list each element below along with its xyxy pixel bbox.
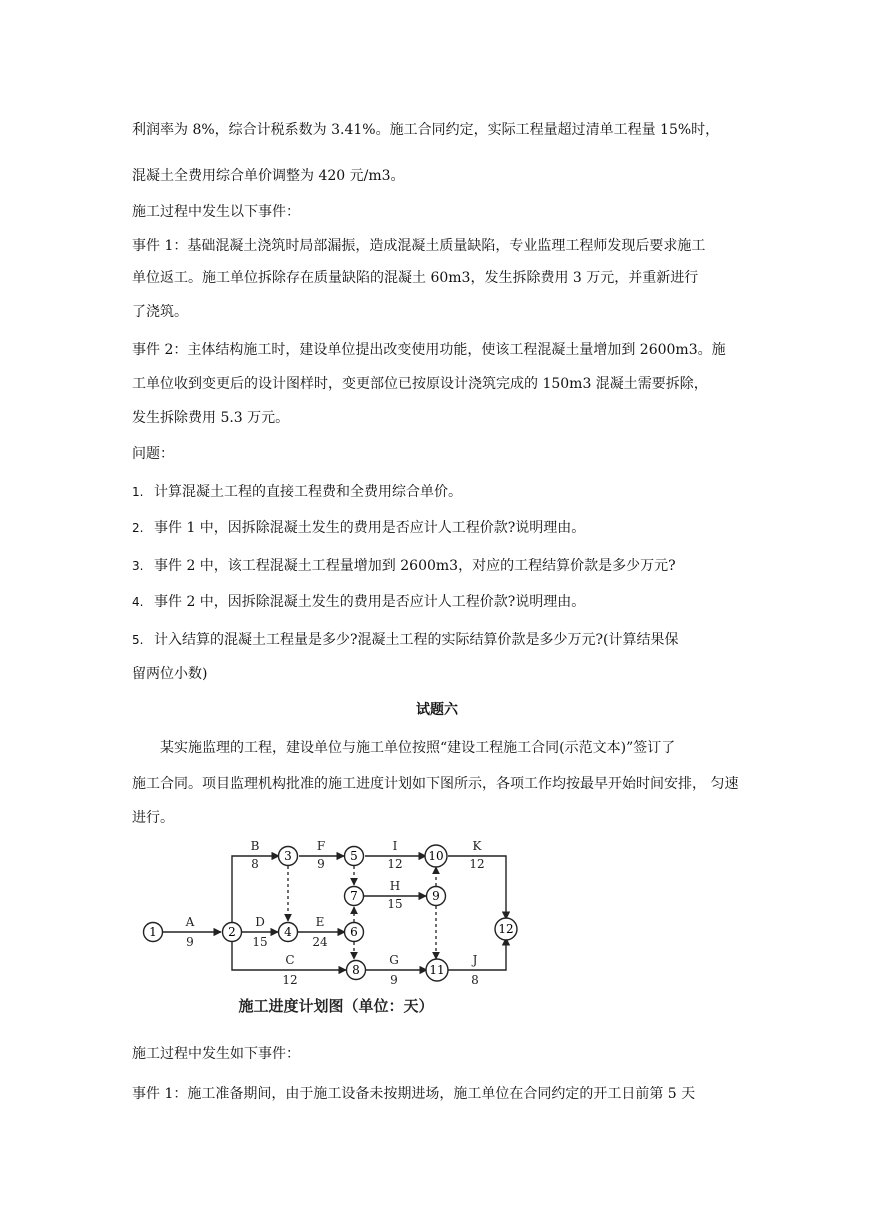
question-number: 3. — [132, 559, 144, 573]
question-text: 事件 1 中，因拆除混凝土发生的费用是否应计人工程价款?说明理由。 — [154, 520, 586, 536]
paragraph-line: 施工过程中发生以下事件： — [132, 204, 300, 220]
activity-duration: 12 — [469, 857, 485, 871]
node-label: 1 — [149, 925, 157, 939]
activity-name: G — [389, 953, 399, 967]
question-text: 事件 2 中，该工程混凝土工程量增加到 2600m3，对应的工程结算价款是多少万元? — [154, 558, 676, 574]
activity-name: F — [316, 839, 326, 853]
paragraph-line: 混凝土全费用综合单价调整为 420 元/m3。 — [132, 168, 405, 184]
intro-line-2: 施工合同。项目监理机构批准的施工进度计划如下图所示，各项工作均按最早开始时间安排， 匀速 — [132, 776, 739, 792]
paragraph-line: 事件 1：施工准备期间，由于施工设备未按期进场，施工单位在合同约定的开工日前第 5 天 — [132, 1086, 696, 1102]
activity-name: D — [255, 915, 265, 929]
question-item — [132, 518, 742, 538]
section-title: 试题六 — [416, 702, 458, 718]
activity-duration: 15 — [252, 935, 268, 949]
activity-name: B — [250, 839, 260, 853]
activity-name: H — [389, 879, 401, 893]
question-number: 4. — [132, 595, 144, 609]
node-label: 6 — [350, 925, 358, 939]
activity-duration: 15 — [387, 897, 403, 911]
event-1-line-2: 单位返工。施工单位拆除存在质量缺陷的混凝土 60m3，发生拆除费用 3 万元，并重新进行 — [132, 270, 699, 286]
activity-duration: 9 — [317, 857, 325, 871]
intro-line-1: 某实施监理的工程，建设单位与施工单位按照“建设工程施工合同(示范文本)”签订了 — [160, 740, 676, 756]
question-item — [132, 592, 742, 612]
event-1-line-3: 了浇筑。 — [132, 304, 188, 320]
node-label: 7 — [350, 889, 358, 903]
node-label: 10 — [428, 849, 444, 863]
node-label: 2 — [228, 925, 236, 939]
activity-name: C — [285, 953, 295, 967]
question-number: 5. — [132, 633, 144, 647]
diagram-caption: 施工进度计划图（单位：天） — [238, 997, 434, 1015]
activity-duration: 8 — [471, 973, 479, 987]
question-number: 1. — [132, 485, 144, 499]
activity-name: A — [185, 915, 195, 929]
activity-name: I — [392, 839, 398, 853]
question-text: 计入结算的混凝土工程量是多少?混凝土工程的实际结算价款是多少万元?(计算结果保 — [154, 632, 679, 648]
paragraph-line: 施工过程中发生如下事件： — [132, 1046, 300, 1062]
question-number: 2. — [132, 521, 144, 535]
dummy-arrows — [288, 866, 436, 959]
node-label: 9 — [432, 889, 440, 903]
activity-duration: 8 — [251, 857, 259, 871]
event-2-line-2: 工单位收到变更后的设计图样时，变更部位已按原设计浇筑完成的 150m3 混凝土需要拆除， — [132, 376, 708, 392]
activity-duration: 9 — [186, 935, 194, 949]
activity-duration: 12 — [282, 973, 298, 987]
node-label: 3 — [284, 849, 292, 863]
question-text: 事件 2 中，因拆除混凝土发生的费用是否应计人工程价款?说明理由。 — [154, 594, 586, 610]
intro-line-3: 进行。 — [132, 810, 174, 826]
activity-name: K — [472, 839, 482, 853]
paragraph-line: 利润率为 8%，综合计税系数为 3.41%。施工合同约定，实际工程量超过清单工程量 15%时， — [132, 122, 720, 138]
node-label: 5 — [350, 849, 358, 863]
event-1-line-1: 事件 1：基础混凝土浇筑时局部漏振，造成混凝土质量缺陷，专业监理工程师发现后要求施工 — [132, 238, 706, 254]
question-text: 计算混凝土工程的直接工程费和全费用综合单价。 — [154, 484, 462, 500]
activity-duration: 9 — [390, 973, 398, 987]
nodes — [144, 845, 518, 981]
activity-duration: 24 — [312, 935, 328, 949]
activity-name: J — [472, 953, 478, 967]
network-diagram — [130, 834, 532, 1018]
questions-heading: 问题： — [132, 446, 174, 462]
event-2-line-3: 发生拆除费用 5.3 万元。 — [132, 410, 290, 426]
activity-duration: 12 — [387, 857, 403, 871]
node-label: 11 — [429, 963, 445, 977]
activity-name: E — [315, 915, 325, 929]
question-item — [132, 482, 742, 502]
node-label: 12 — [498, 922, 514, 936]
node-label: 8 — [352, 963, 360, 977]
node-label: 4 — [284, 925, 292, 939]
question-item — [132, 630, 742, 650]
question-item — [132, 556, 742, 576]
solid-arrows — [163, 856, 506, 970]
question-continuation: 留两位小数) — [132, 666, 208, 682]
event-2-line-1: 事件 2：主体结构施工时，建设单位提出改变使用功能，使该工程混凝土量增加到 2600m3。施 — [132, 342, 726, 358]
